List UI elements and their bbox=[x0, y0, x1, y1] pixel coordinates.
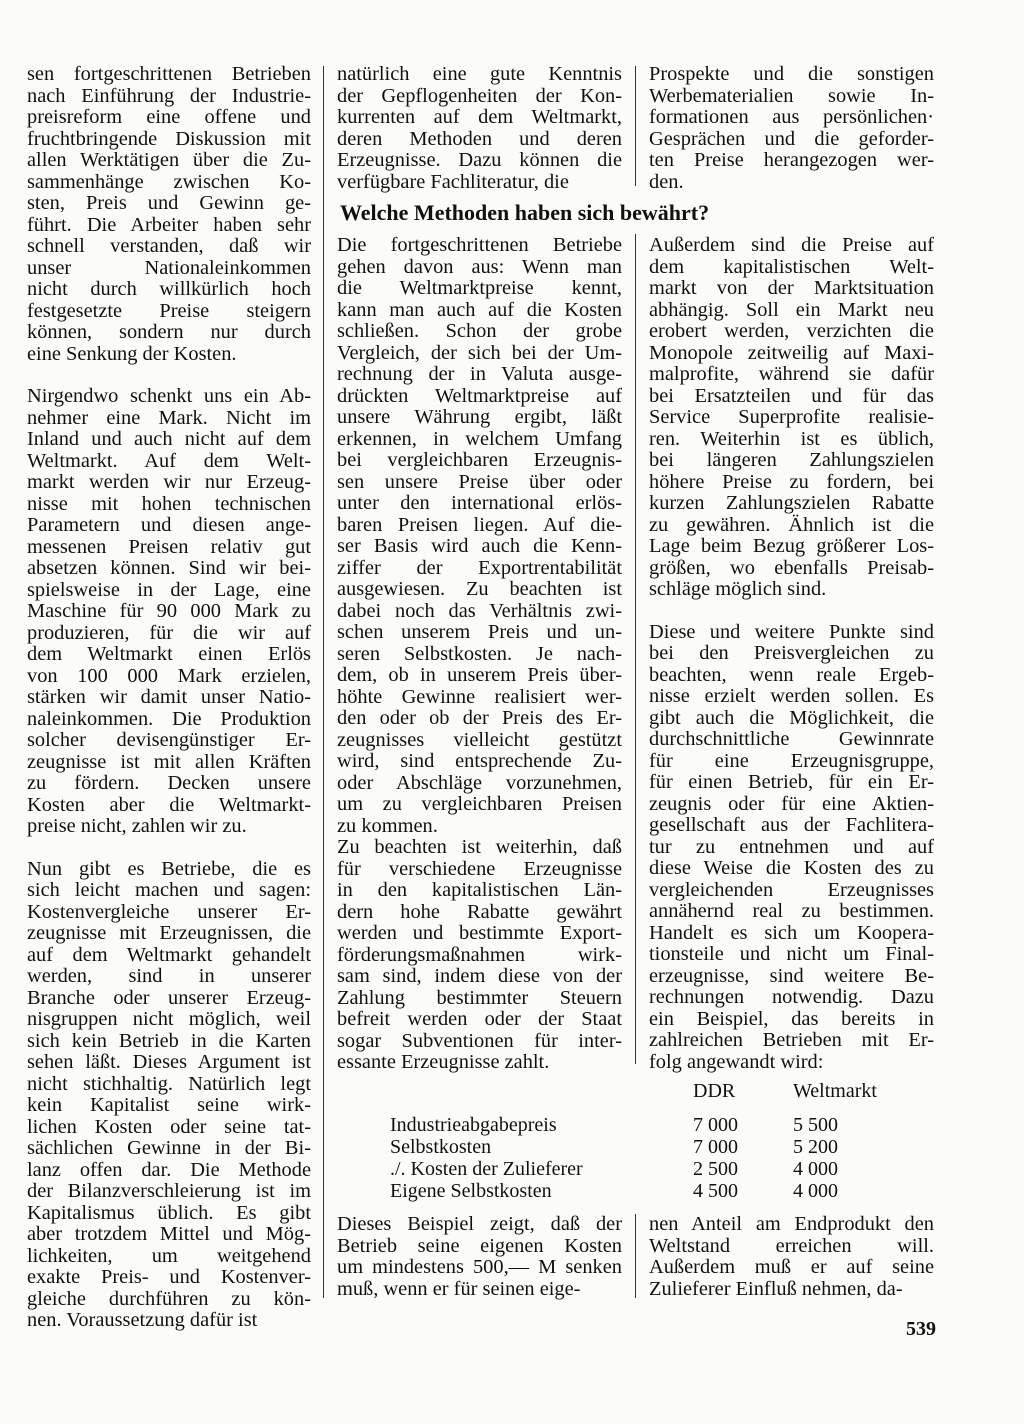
text-line: natürlich eine gute Kenntnis bbox=[337, 63, 622, 85]
text-line: förderungsmaßnahmen wirk- bbox=[337, 943, 622, 966]
text-line: um zu vergleichbaren Preisen bbox=[337, 793, 622, 815]
text-line: zu gewähren. Ähnlich ist die bbox=[649, 513, 934, 536]
column-3-bottom bbox=[649, 1214, 934, 1300]
text-line: naleinkommen. Die Produktion bbox=[27, 707, 311, 730]
text-line: Werbematerialien sowie In- bbox=[649, 84, 934, 107]
column-rule-right-mid bbox=[635, 234, 636, 1064]
row-label: Industrieabgabepreis bbox=[390, 1114, 557, 1136]
text-line: werden und bestimmte Export- bbox=[337, 922, 622, 944]
text-line: in den kapitalistischen Län- bbox=[337, 879, 622, 901]
text-line: Zu beachten ist weiterhin, daß bbox=[337, 836, 622, 858]
text-line: zeugnisses vielleicht gestützt bbox=[337, 728, 622, 751]
text-line: baren Preisen liegen. Auf die- bbox=[337, 513, 622, 536]
text-line: lichkeiten, um weitgehend bbox=[27, 1244, 311, 1267]
text-line: schließen. Schon der grobe bbox=[337, 320, 622, 342]
text-line: produzieren, für die wir auf bbox=[27, 621, 311, 644]
text-line: Kostenvergleiche unserer Er- bbox=[27, 900, 311, 923]
text-line: schläge möglich sind. bbox=[649, 578, 827, 600]
column-2-bottom bbox=[337, 1214, 622, 1300]
text-line: sen fortgeschrittenen Betrieben bbox=[27, 63, 311, 85]
text-line: preise nicht, zahlen wir zu. bbox=[27, 815, 247, 837]
text-line: Zahlung bestimmter Steuern bbox=[337, 986, 622, 1009]
text-line: werden, sind in unserer bbox=[27, 965, 311, 987]
text-line: bei längeren Zahlungszielen bbox=[649, 449, 934, 471]
column-3-top bbox=[649, 64, 934, 193]
text-line: auf dem Weltmarkt gehandelt bbox=[27, 943, 311, 966]
text-line: zu kommen. bbox=[337, 814, 438, 837]
text-line: zu fördern. Decken unsere bbox=[27, 772, 311, 794]
paragraph bbox=[337, 1214, 622, 1300]
text-line: erobert werden, verzichten die bbox=[649, 320, 934, 342]
text-line: verfügbare Fachliteratur, die bbox=[337, 170, 569, 193]
text-line: gibt auch die Möglichkeit, die bbox=[649, 706, 934, 729]
row-label: Selbstkosten bbox=[390, 1136, 492, 1158]
text-line: nicht durch willkürlich hoch bbox=[27, 278, 311, 300]
text-line: Weltmarkt. Auf dem Welt- bbox=[27, 449, 311, 472]
text-line: kann man auch auf die Kosten bbox=[337, 298, 622, 321]
text-line: ten Preise herangezogen wer- bbox=[649, 149, 934, 171]
text-line: den. bbox=[649, 170, 684, 193]
ddr-value: 4 500 bbox=[693, 1180, 738, 1202]
text-line: ausgewiesen. Zu beachten ist bbox=[337, 578, 622, 600]
text-line: Außerdem muß er auf seine bbox=[649, 1256, 934, 1278]
text-line: schen unserem Preis und un- bbox=[337, 621, 622, 643]
column-rule-right-bottom bbox=[635, 1214, 636, 1298]
ddr-value: 2 500 bbox=[693, 1158, 738, 1180]
text-line: der Gepflogenheiten der Kon- bbox=[337, 84, 622, 107]
text-line: gehen davon aus: Wenn man bbox=[337, 255, 622, 278]
weltmarkt-value: 5 500 bbox=[793, 1114, 838, 1136]
text-line: Nun gibt es Betriebe, die es bbox=[27, 857, 311, 880]
text-line: führt. Die Arbeiter haben sehr bbox=[27, 213, 311, 236]
text-line: tur zu entnehmen und auf bbox=[649, 835, 934, 858]
text-line: kein Kapitalist seine wirk- bbox=[27, 1094, 311, 1116]
text-line: unser Nationaleinkommen bbox=[27, 256, 311, 279]
text-line: Service Superprofite realisie- bbox=[649, 406, 934, 428]
column-rule-left bbox=[323, 66, 324, 1298]
text-line: schnell verstanden, daß wir bbox=[27, 235, 311, 257]
column-2 bbox=[337, 235, 622, 1074]
text-line: Branche oder unserer Erzeug- bbox=[27, 986, 311, 1009]
text-line: Monopole zeitweilig auf Maxi- bbox=[649, 341, 934, 364]
text-line: beachten, wenn reale Ergeb- bbox=[649, 663, 934, 686]
text-line: sen unsere Preise über oder bbox=[337, 470, 622, 493]
text-line: ziffer der Exportrentabilität bbox=[337, 556, 622, 579]
paragraph bbox=[337, 235, 622, 837]
text-line: festgesetzte Preise steigern bbox=[27, 299, 311, 322]
text-line: wird, sind entsprechende Zu- bbox=[337, 750, 622, 772]
text-line: drückten Weltmarktpreise auf bbox=[337, 384, 622, 407]
text-line: solcher devisengünstiger Er- bbox=[27, 729, 311, 751]
ddr-value: 7 000 bbox=[693, 1136, 738, 1158]
text-line: Kosten aber die Weltmarkt- bbox=[27, 793, 311, 816]
text-line: vergleichenden Erzeugnisses bbox=[649, 878, 934, 901]
text-line: Kapitalismus üblich. Es gibt bbox=[27, 1201, 311, 1224]
text-line: markt werden wir nur Erzeug- bbox=[27, 471, 311, 493]
text-line: Vergleich, der sich bei der Um- bbox=[337, 341, 622, 364]
text-line: dem, ob in unserem Preis über- bbox=[337, 664, 622, 686]
text-line: kurrenten auf dem Weltmarkt, bbox=[337, 106, 622, 128]
text-line: höhere Preise zu fordern, bei bbox=[649, 470, 934, 493]
text-line: Lage beim Bezug größerer Los- bbox=[649, 535, 934, 557]
weltmarkt-value: 4 000 bbox=[793, 1180, 838, 1202]
text-line: rechnungen notwendig. Dazu bbox=[649, 986, 934, 1008]
section-heading: Welche Methoden haben sich bewährt? bbox=[340, 200, 710, 225]
paragraph bbox=[337, 837, 622, 1074]
text-line: Betrieb seine eigenen Kosten bbox=[337, 1234, 622, 1257]
text-line: sich kein Betrieb in die Karten bbox=[27, 1029, 311, 1052]
text-line: abhängig. Soll ein Markt neu bbox=[649, 298, 934, 321]
text-line: Gesprächen und die geforder- bbox=[649, 127, 934, 150]
column-3 bbox=[649, 235, 934, 1073]
paragraph bbox=[27, 64, 311, 365]
text-line: für eine Erzeugnisgruppe, bbox=[649, 749, 934, 772]
text-line: Diese und weitere Punkte sind bbox=[649, 620, 934, 643]
row-label: Eigene Selbstkosten bbox=[390, 1180, 552, 1202]
text-line: deren Methoden und deren bbox=[337, 127, 622, 150]
text-line: gleiche durchführen zu kön- bbox=[27, 1287, 311, 1310]
text-line: zeugnisse ist mit allen Kräften bbox=[27, 750, 311, 773]
text-line: bei den Preisvergleichen zu bbox=[649, 642, 934, 664]
text-line: nisse mit hohen technischen bbox=[27, 492, 311, 515]
text-line: lanz offen dar. Die Methode bbox=[27, 1158, 311, 1181]
text-line: zahlreichen Betrieben mit Er- bbox=[649, 1029, 934, 1051]
text-line: sten, Preis und Gewinn ge- bbox=[27, 192, 311, 214]
text-line: dern hohe Rabatte gewährt bbox=[337, 900, 622, 923]
text-line: annähernd real zu bestimmen. bbox=[649, 900, 934, 922]
text-line: malprofite, während sie dafür bbox=[649, 363, 934, 385]
text-line: der Bilanzverschleierung ist im bbox=[27, 1180, 311, 1202]
text-line: sogar Subventionen für inter- bbox=[337, 1029, 622, 1052]
text-line: zeugnis oder für eine Aktien- bbox=[649, 792, 934, 815]
text-line: sächlichen Gewinne in der Bi- bbox=[27, 1137, 311, 1159]
text-line: gesellschaft aus der Fachlitera- bbox=[649, 814, 934, 836]
text-line: exakte Preis- und Kostenver- bbox=[27, 1266, 311, 1288]
text-line: Die fortgeschrittenen Betriebe bbox=[337, 234, 622, 256]
row-label: ./. Kosten der Zulieferer bbox=[390, 1158, 583, 1180]
text-line: sammenhänge zwischen Ko- bbox=[27, 170, 311, 193]
text-line: markt von der Marktsituation bbox=[649, 277, 934, 299]
text-line: ser Basis wird auch die Kenn- bbox=[337, 535, 622, 557]
text-line: Nirgendwo schenkt uns ein Ab- bbox=[27, 385, 311, 407]
text-line: unter den international erlös- bbox=[337, 492, 622, 514]
text-line: Maschine für 90 000 Mark zu bbox=[27, 600, 311, 622]
text-line: von 100 000 Mark erzielen, bbox=[27, 664, 311, 687]
paragraph bbox=[649, 64, 934, 193]
text-line: Handelt es sich um Koopera- bbox=[649, 921, 934, 944]
text-line: sehen läßt. Dieses Argument ist bbox=[27, 1051, 311, 1073]
text-line: befreit werden oder der Staat bbox=[337, 1008, 622, 1030]
text-line: nen. Voraussetzung dafür ist bbox=[27, 1309, 258, 1331]
text-line: Erzeugnisse. Dazu können die bbox=[337, 149, 622, 171]
text-line: Inland und auch nicht auf dem bbox=[27, 428, 311, 450]
text-line: fruchtbringende Diskussion mit bbox=[27, 127, 311, 150]
text-line: muß, wenn er für seinen eige- bbox=[337, 1277, 581, 1300]
text-line: eine Senkung der Kosten. bbox=[27, 342, 237, 365]
text-line: nach Einführung der Industrie- bbox=[27, 84, 311, 107]
text-line: Prospekte und die sonstigen bbox=[649, 63, 934, 85]
text-line: essante Erzeugnisse zahlt. bbox=[337, 1051, 550, 1073]
paragraph bbox=[27, 859, 311, 1332]
text-line: bei Ersatzteilen und für das bbox=[649, 384, 934, 407]
text-line: diese Weise die Kosten des zu bbox=[649, 857, 934, 879]
paragraph bbox=[27, 386, 311, 838]
text-line: sam sind, indem diese von der bbox=[337, 965, 622, 987]
text-line: messenen Preisen relativ gut bbox=[27, 535, 311, 558]
paragraph bbox=[649, 622, 934, 1074]
text-line: ren. Weiterhin ist es üblich, bbox=[649, 427, 934, 450]
paragraph bbox=[649, 235, 934, 601]
column-header-ddr: DDR bbox=[693, 1080, 736, 1102]
text-line: nehmer eine Mark. Nicht im bbox=[27, 406, 311, 429]
text-line: die Weltmarktpreise kennt, bbox=[337, 277, 622, 299]
text-line: Parametern und diesen ange- bbox=[27, 514, 311, 536]
text-line: erzeugnisse, sind weitere Be- bbox=[649, 964, 934, 987]
text-line: aber trotzdem Mittel und Mög- bbox=[27, 1223, 311, 1245]
text-line: spielsweise in der Lage, eine bbox=[27, 578, 311, 601]
text-line: formationen aus persönlichen· bbox=[649, 106, 934, 128]
text-line: nisgruppen nicht möglich, weil bbox=[27, 1008, 311, 1030]
text-line: nicht stichhaltig. Natürlich legt bbox=[27, 1072, 311, 1095]
text-line: für einen Betrieb, für ein Er- bbox=[649, 771, 934, 793]
text-line: ein Beispiel, das bereits in bbox=[649, 1007, 934, 1030]
text-line: tionsteile und nicht um Final- bbox=[649, 943, 934, 965]
text-line: seren Selbstkosten. Je nach- bbox=[337, 642, 622, 665]
text-line: dem kapitalistischen Welt- bbox=[649, 255, 934, 278]
page-number: 539 bbox=[906, 1318, 936, 1340]
text-line: um mindestens 500,— M senken bbox=[337, 1256, 622, 1278]
text-line: rechnung der in Valuta ausge- bbox=[337, 363, 622, 385]
column-rule-right-top bbox=[635, 66, 636, 186]
text-line: Weltstand erreichen will. bbox=[649, 1234, 934, 1257]
paragraph bbox=[649, 1214, 934, 1300]
text-line: nen Anteil am Endprodukt den bbox=[649, 1213, 934, 1235]
text-line: dem Weltmarkt einen Erlös bbox=[27, 643, 311, 665]
text-line: sich leicht machen und sagen: bbox=[27, 879, 311, 901]
text-line: Außerdem sind die Preise auf bbox=[649, 234, 934, 256]
text-line: lichen Kosten oder seine tat- bbox=[27, 1115, 311, 1138]
ddr-value: 7 000 bbox=[693, 1114, 738, 1136]
text-line: Zulieferer Einfluß nehmen, da- bbox=[649, 1277, 903, 1300]
text-line: höhte Gewinne realisiert wer- bbox=[337, 685, 622, 708]
column-header-weltmarkt: Weltmarkt bbox=[793, 1080, 877, 1102]
text-line: preisreform eine offene und bbox=[27, 106, 311, 128]
text-line: für verschiedene Erzeugnisse bbox=[337, 857, 622, 880]
text-line: folg angewandt wird: bbox=[649, 1050, 824, 1073]
text-line: zeugnisse mit Erzeugnissen, die bbox=[27, 922, 311, 944]
text-line: allen Werktätigen über die Zu- bbox=[27, 149, 311, 171]
weltmarkt-value: 5 200 bbox=[793, 1136, 838, 1158]
paragraph bbox=[337, 64, 622, 193]
column-1 bbox=[27, 64, 311, 1332]
text-line: durchschnittliche Gewinnrate bbox=[649, 728, 934, 750]
text-line: den oder ob der Preis des Er- bbox=[337, 707, 622, 729]
text-line: stärken wir damit unser Natio- bbox=[27, 686, 311, 708]
text-line: kurzen Zahlungszielen Rabatte bbox=[649, 492, 934, 514]
text-line: dabei noch das Verhältnis zwi- bbox=[337, 599, 622, 622]
text-line: können, sondern nur durch bbox=[27, 321, 311, 343]
column-2-top bbox=[337, 64, 622, 193]
weltmarkt-value: 4 000 bbox=[793, 1158, 838, 1180]
text-line: absetzen können. Sind wir bei- bbox=[27, 557, 311, 579]
text-line: oder Abschläge vorzunehmen, bbox=[337, 771, 622, 794]
text-line: bei vergleichbaren Erzeugnis- bbox=[337, 449, 622, 471]
text-line: Dieses Beispiel zeigt, daß der bbox=[337, 1213, 622, 1235]
text-line: unsere Währung ergibt, läßt bbox=[337, 406, 622, 428]
text-line: nisse erzielt werden sollen. Es bbox=[649, 685, 934, 707]
text-line: größen, wo ebenfalls Preisab- bbox=[649, 556, 934, 579]
text-line: erkennen, in welchem Umfang bbox=[337, 427, 622, 450]
